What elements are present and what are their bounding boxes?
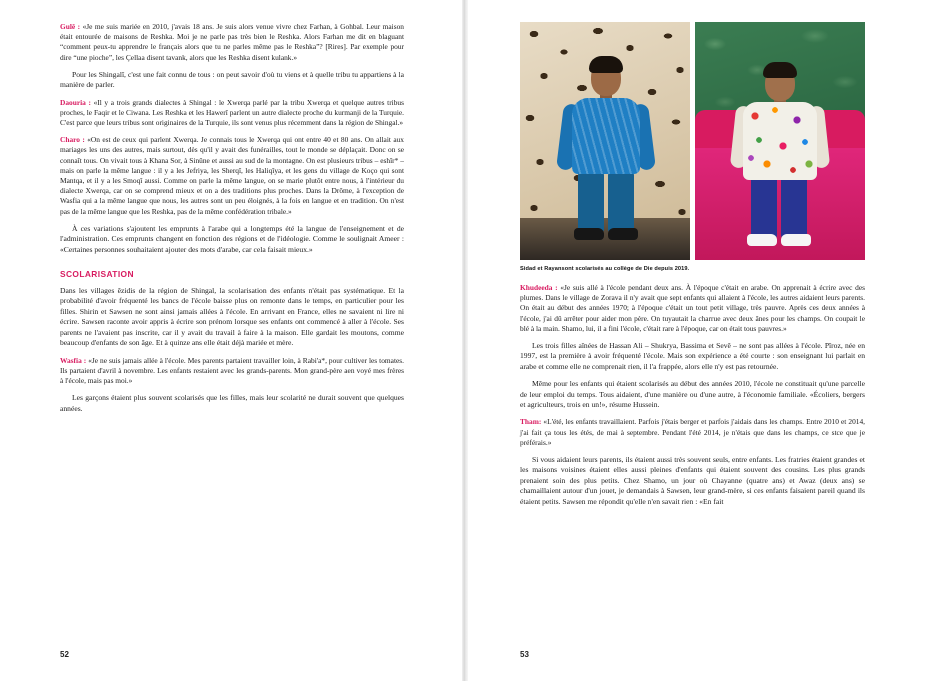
quote-text-khudeeda: «Je suis allé à l'école pendant deux ans. À l'époque c'était en arabe. On apprenait à écrire avec des plumes. Dans le village de Zorava il n'y avait que sept enfants qui allaient à l'école, les autres aidaient leurs parents. On était au début des années 1970; à l'époque c'était un tout petit village, très pauvre. Après ces deux années à l'école, j'ai dû arrêter pour aider mon père. On tuyautait la charrue avec deux ânes pour les champs. On coupait le blé à la main. Shamo, lui, il a fini l'école, c'était rare à l'époque, car on était tous pauvres.» — [520, 283, 865, 333]
photo-row — [520, 22, 865, 260]
floral-jacket-shape — [743, 102, 817, 180]
paragraph-wasfia-quote — [60, 356, 404, 387]
paragraph-shingali-intro: Pour les Shingalî, c'est une fait connu de tous : on peut savoir d'où tu viens et à quelle tribu tu appartiens à la manière de parler. — [60, 69, 404, 90]
speaker-label-gule: Gulê : — [60, 22, 81, 31]
hair-shape — [589, 56, 623, 73]
quote-text-daouria: «Il y a trois grands dialectes à Shingal : le Xwerqa parlé par la tribu Xwerqa et quelque autres tribus proches, le Faqir et le Ciwana. Les Reshka et les Hawerî parlent un autre dialecte proche du kurmanji de la Turquie. C'est parce que leurs tribus sont originaires de la Turquie, ils sont venus plus récemment dans la région de Shingal.» — [60, 97, 404, 128]
speaker-label-daouria: Daouria : — [60, 97, 91, 107]
left-page — [0, 0, 462, 681]
tracksuit-stripes — [572, 98, 640, 174]
left-shoe-shape — [747, 234, 777, 246]
left-leg-shape — [751, 174, 777, 240]
page-number-left: 52 — [60, 650, 69, 659]
right-leg-shape — [781, 174, 807, 240]
speaker-label-wasfia: Wasfia : — [60, 355, 87, 365]
photo-caption: Sidad et Rayansont scolarisés au collège de Die depuis 2019. — [520, 266, 690, 272]
quote-text-wasfia: «Je ne suis jamais allée à l'école. Mes parents partaient travailler loin, à Rabi'a*, pour cultiver les tomates. Ils partaient d'avril à novembre. Les enfants restaient avec les grands-parents. Mon grand-père aen voyé mes frères à l'école, mais pas moi.» — [60, 355, 404, 385]
paragraph-gule-quote — [60, 22, 404, 63]
section-heading-scolarisation: SCOLARISATION — [60, 269, 134, 280]
right-shoe-shape — [781, 234, 811, 246]
paragraph-charo-quote — [60, 135, 404, 217]
photo-boy-floral-jacket — [695, 22, 865, 260]
paragraph-scolarisation-intro: Dans les villages êzidis de la région de Shingal, la scolarisation des enfants n'était pas systématique. Et la probabilité d'avoir fréquenté les bancs de l'école baisse plus on remonte dans le temps, en particulier pour les filles. Shirin et Sawsen ne sont ainsi jamais allées à l'école. En arrivant en France, elles ne savaient ni lire ni écrire. Sawsen raconte avoir appris à écrire son prénom lorsque ses enfants ont commencé à aller à l'école. Ses parents ne l'avaient pas inscrite, car il y avait du travail à faire à la maison. Elle gardait les moutons, comme beaucoup d'enfants de son âge. Et à quinze ans elle était déjà mariée et mère. — [60, 286, 404, 348]
floor-shadow — [520, 218, 690, 260]
right-shoe-shape — [608, 228, 638, 240]
left-leg-shape — [578, 170, 604, 234]
quote-text-charo: «On est de ceux qui parlent Xwerqa. Je connais tous le Xwerqa qui ont entre 40 et 80 ans. On allait aux mariages les uns des autres, mais surtout, dès qu'il y avait des funérailles, tout le monde se déplaçait. Donc on se connaît tous. On vivait tous à Khana Sor, à Sinûne et aussi au sud de la montagne. On est plusieurs tribus – eshîr* – mais on parle la même langue : il y a les Jefriya, les Sherqî, les Haliqîya, et les gens du village de Koço qui sont Mantqa, et il y a les Smoqî aussi. Comme on parle la même langue, on se marie plutôt entre nous, à l'intérieur du dialecte Xwerqa, car on se comprend mieux et on a des traditions plus proches. Dans la Drôme, à l'exception de Wasfia qui a la même langue que nous, les autres sont un peu éloignés, à la fois en langue et en tradition. On n'est pas de la même langue que les Reshka, pas de la même confédération tribale.» — [60, 135, 404, 216]
paragraph-khudeeda-quote — [520, 283, 865, 334]
quote-text-gule: «Je me suis mariée en 2010, j'avais 18 ans. Je suis alors venue vivre chez Farhan, à Gohbal. Leur maison était entourée de maisons de Reshka. Moi je ne parle pas très bien le Reshka. Alors Farhan me dit en blaguant “comment peux-tu apprendre le français alors que tu ne parles même pas le Reshka”? [Rires]. Par exemple pour dire “une pioche”, les Çellaa disent tavank, alors que les Reshka disent kulank.» — [60, 22, 404, 62]
paragraph-tham-quote — [520, 417, 865, 448]
paragraph-scolarisation-partielle: Même pour les enfants qui étaient scolarisés au début des années 2010, l'école ne constituait qu'une parcelle de leur emploi du temps. Tous aidaient, d'une manière ou d'une autre, à l'économie familiale. «Écoliers, bergers et agriculteurs, trois en un!», résume Hussein. — [520, 379, 865, 410]
paragraph-filles-ainees: Les trois filles aînées de Hassan Ali – Shukrya, Bassima et Sevê – ne sont pas allées à l'école. Pîroz, née en 1997, est la première à avoir fréquenté l'école. Mais son expérience a été courte : son enseignant lui parlait en arabe et comme elle ne comprenait rien, il l'a frappée, alors elle n'y est pas retournée. — [520, 341, 865, 371]
page-number-right: 53 — [520, 650, 529, 659]
paragraph-garcons-conclusion: Les garçons étaient plus souvent scolarisés que les filles, mais leur scolarité ne durait souvent que quelques années. — [60, 393, 404, 413]
left-shoe-shape — [574, 228, 604, 240]
hair-shape — [763, 62, 797, 78]
speaker-label-charo: Charo : — [60, 135, 85, 145]
right-page — [468, 0, 925, 681]
right-leg-shape — [608, 170, 634, 234]
speaker-label-tham: Tham: — [520, 417, 542, 427]
quote-text-tham: «L'été, les enfants travaillaient. Parfois j'étais berger et parfois j'aidais dans les champs. Entre 2010 et 2014, j'ai fait ça tous les étés, de mai à septembre. Pendant l'été 2014, je n'étais que dans les champs, ce stce que je préférais.» — [520, 417, 865, 447]
paragraph-fratries: Si vous aidaient leurs parents, ils étaient aussi très souvent seuls, entre enfants. Les fratries étaient grandes et les maisons voisines étaient elles aussi pleines d'enfants qui étaient souvent des cousins. Les plus grands prenaient soin des plus petits. Chez Shamo, un jour où Chayanne (quatre ans) et Awaz (deux ans) se chamaillaient autour d'un jouet, je demandais à Sawsen, leur grand-mère, si ces enfants faisaient pareil quand ils étaient petits. Sawsen me répondit qu'elle n'en savait rien : «En fait — [520, 455, 865, 506]
photo-boy-blue-tracksuit — [520, 22, 690, 260]
paragraph-daouria-quote — [60, 98, 404, 129]
speaker-label-khudeeda: Khudeeda : — [520, 283, 558, 292]
paragraph-arabe-emprunts: À ces variations s'ajoutent les emprunts à l'arabe qui a longtemps été la langue de l'enseignement et de l'administration. Ces emprunts changent en fonction des régions et de l'idéologie. Comme le soulignait Ameer : «Certaines personnes souhaitaient ajouter des mots d'arabe, car cela faisait mieux.» — [60, 223, 404, 254]
